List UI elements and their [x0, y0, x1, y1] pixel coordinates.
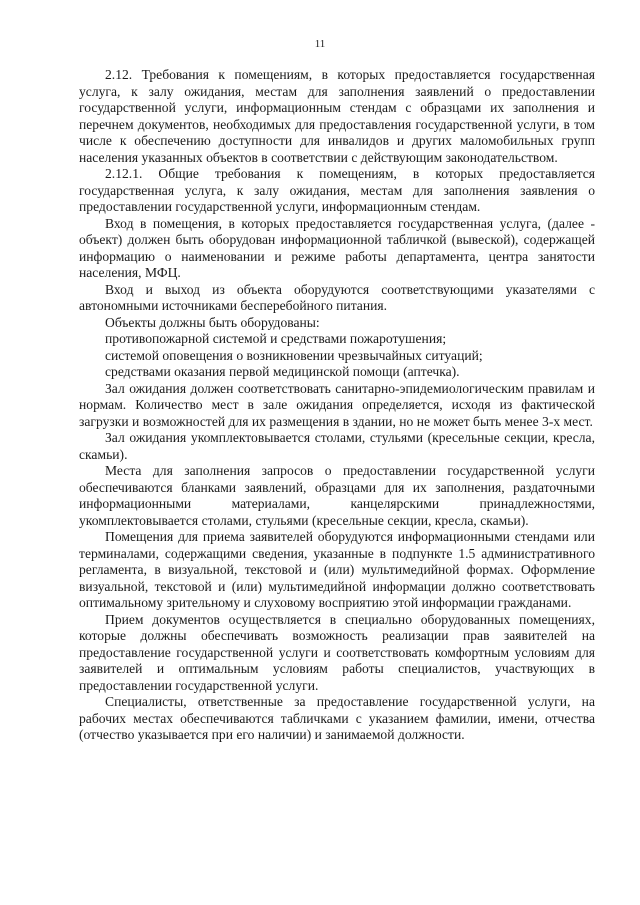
paragraph-entrance-exit: Вход и выход из объекта оборудуются соответствующими указателями с автономными источниками бесперебойного питания.	[79, 281, 595, 313]
paragraph-waiting-hall: Зал ожидания должен соответствовать санитарно-эпидемиологическим правилам и нормам. Количество мест в зале ожидания определяется, исходя из фактической загрузки и возможностей для их размещения в здании, но не может быть менее 3-х мест.	[79, 380, 595, 429]
document-body	[79, 67, 595, 744]
paragraph-info-stands: Помещения для приема заявителей оборудуются информационными стендами или терминалами, содержащими сведения, указанные в подпункте 1.5 административного регламента, в визуальной, текстовой и (или) мультимедийной формах. Оформление визуальной, текстовой и (или) мультимедийной информации должно соответствовать оптимальному зрительному и слуховому восприятию этой информации гражданами.	[79, 529, 595, 610]
paragraph-document-reception: Прием документов осуществляется в специально оборудованных помещениях, которые должны обеспечивать возможность реализации прав заявителей на предоставление государственной услуги и соответствовать комфортным условиям для заявителей и оптимальным условиям работы специалистов, участвующих в предоставлении государственной услуги.	[79, 611, 595, 693]
page-number: 11	[314, 38, 326, 50]
list-item-alert-system: системой оповещения о возникновении чрезвычайных ситуаций;	[105, 347, 483, 363]
paragraph-waiting-furniture: Зал ожидания укомплектовывается столами, стульями (кресельные секции, кресла, скамьи).	[79, 430, 595, 462]
paragraph-equipment-intro: Объекты должны быть оборудованы:	[105, 314, 320, 330]
list-item-first-aid: средствами оказания первой медицинской помощи (аптечка).	[105, 364, 460, 379]
paragraph-2-12-1: 2.12.1. Общие требования к помещениям, в которых предоставляется государственная услуга, к залу ожидания, местам для заполнения заявления о предоставлении государственной услуги, информационным стендам.	[79, 166, 595, 214]
paragraph-request-places: Места для заполнения запросов о предоставлении государственной услуги обеспечиваются бланками заявлений, образцами для их заполнения, раздаточными информационными материалами, канцелярскими принадлежностями, укомплектовывается столами, стульями (кресельные секции, кресла, скамьи).	[79, 463, 595, 528]
paragraph-entrance-sign: Вход в помещения, в которых предоставляется государственная услуга, (далее - объект) должен быть оборудован информационной табличкой (вывеской), содержащей информацию о наименовании и режиме работы департамента, центра занятости населения, МФЦ.	[79, 215, 595, 280]
paragraph-2-12: 2.12. Требования к помещениям, в которых предоставляется государственная услуга, к залу ожидания, местам для заполнения заявлений о предоставлении государственной услуги, информационным стендам с образцами их заполнения и перечнем документов, необходимых для предоставления государственной услуги, в том числе к обеспечению доступности для инвалидов и других маломобильных групп населения указанных объектов в соответствии с действующим законодательством.	[79, 67, 595, 165]
paragraph-specialists: Специалисты, ответственные за предоставление государственной услуги, на рабочих местах обеспечиваются табличками с указанием фамилии, имени, отчества (отчество указывается при его наличии) и занимаемой должности.	[79, 694, 595, 742]
list-item-fire-system: противопожарной системой и средствами пожаротушения;	[105, 331, 447, 346]
